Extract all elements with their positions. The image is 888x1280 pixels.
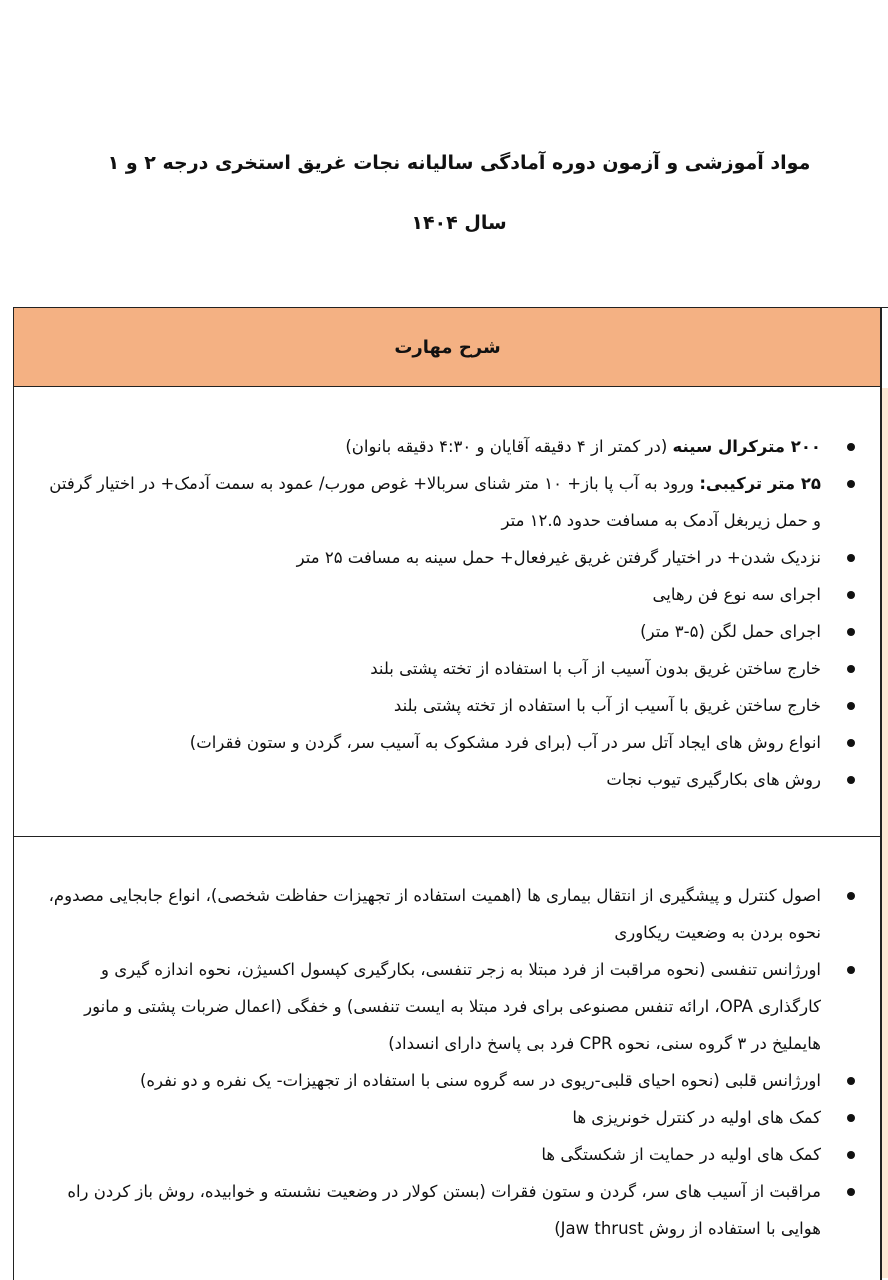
list-item (39, 1099, 821, 1136)
table-column-divider (880, 307, 882, 1280)
item-text: اجرای حمل لگن (۵-۳ متر) (640, 622, 821, 641)
item-text: اجرای سه نوع فن رهایی (652, 585, 821, 604)
item-text: اصول کنترل و پیشگیری از انتقال بیماری ها (اهمیت استفاده از تجهیزات حفاظت شخصی)، انواع جابجایی مصدوم، نحوه بردن به وضعیت ریکاوری (48, 886, 821, 942)
list-item (39, 465, 821, 539)
item-text: کمک های اولیه در حمایت از شکستگی ها (541, 1145, 821, 1164)
item-text: خارج ساختن غریق با آسیب از آب با استفاده از تخته پشتی بلند (393, 696, 821, 715)
list-item (39, 877, 821, 951)
item-text: خارج ساختن غریق بدون آسیب از آب با استفاده از تخته پشتی بلند (370, 659, 821, 678)
item-text: (در کمتر از ۴ دقیقه آقایان و ۴:۳۰ دقیقه بانوان) (345, 437, 673, 456)
document-title: مواد آموزشی و آزمون دوره آمادگی سالیانه نجات غریق استخری درجه ۲ و ۱ (107, 152, 811, 174)
item-text: اورژانس تنفسی (نحوه مراقبت از فرد مبتلا به زجر تنفسی، بکارگیری کپسول اکسیژن، نحوه اندازه گیری و کارگذاری OPA، ارائه تنفس مصنوعی برای فرد مبتلا به ایست تنفسی) و خفگی (اعمال ضربات پشتی و مانور هایملیخ در ۳ گروه سنی، نحوه CPR فرد بی پاسخ دارای انسداد) (84, 960, 821, 1053)
item-text: نزدیک شدن+ در اختیار گرفتن غریق غیرفعال+ حمل سینه به مسافت ۲۵ متر (296, 548, 821, 567)
list-item (39, 539, 821, 576)
item-text: ورود به آب پا باز+ ۱۰ متر شنای سربالا+ غوص مورب/ عمود به سمت آدمک+ در اختیار گرفتن و حمل زیربغل آدمک به مسافت حدود ۱۲.۵ متر (49, 474, 821, 530)
item-bold-label: ۲۵ متر ترکیبی: (699, 474, 821, 493)
table-row (14, 837, 881, 1280)
list-item (39, 613, 821, 650)
list-item (39, 576, 821, 613)
item-bold-label: ۲۰۰ مترکرال سینه (672, 437, 821, 456)
list-item (39, 724, 821, 761)
list-item (39, 687, 821, 724)
item-text: روش های بکارگیری تیوب نجات (606, 770, 821, 789)
skill-list (14, 428, 881, 798)
item-text: انواع روش های ایجاد آتل سر در آب (برای فرد مشکوک به آسیب سر، گردن و ستون فقرات) (189, 733, 821, 752)
list-item (39, 428, 821, 465)
skill-list (14, 877, 881, 1247)
table-header: شرح مهارت (14, 308, 881, 387)
item-text: اورژانس قلبی (نحوه احیای قلبی-ریوی در سه گروه سنی با استفاده از تجهیزات- یک نفره و دو نفره) (139, 1071, 821, 1090)
list-item (39, 1062, 821, 1099)
item-text: مراقبت از آسیب های سر، گردن و ستون فقرات (بستن کولار در وضعیت نشسته و خوابیده، روش باز کردن راه هوایی با استفاده از روش Jaw thrust) (67, 1182, 821, 1238)
table-row (14, 387, 881, 837)
document-year: سال ۱۴۰۴ (411, 212, 507, 234)
list-item (39, 1136, 821, 1173)
skills-table (13, 307, 888, 1280)
item-text: کمک های اولیه در کنترل خونریزی ها (572, 1108, 821, 1127)
list-item (39, 1173, 821, 1247)
list-item (39, 650, 821, 687)
list-item (39, 761, 821, 798)
list-item (39, 951, 821, 1062)
